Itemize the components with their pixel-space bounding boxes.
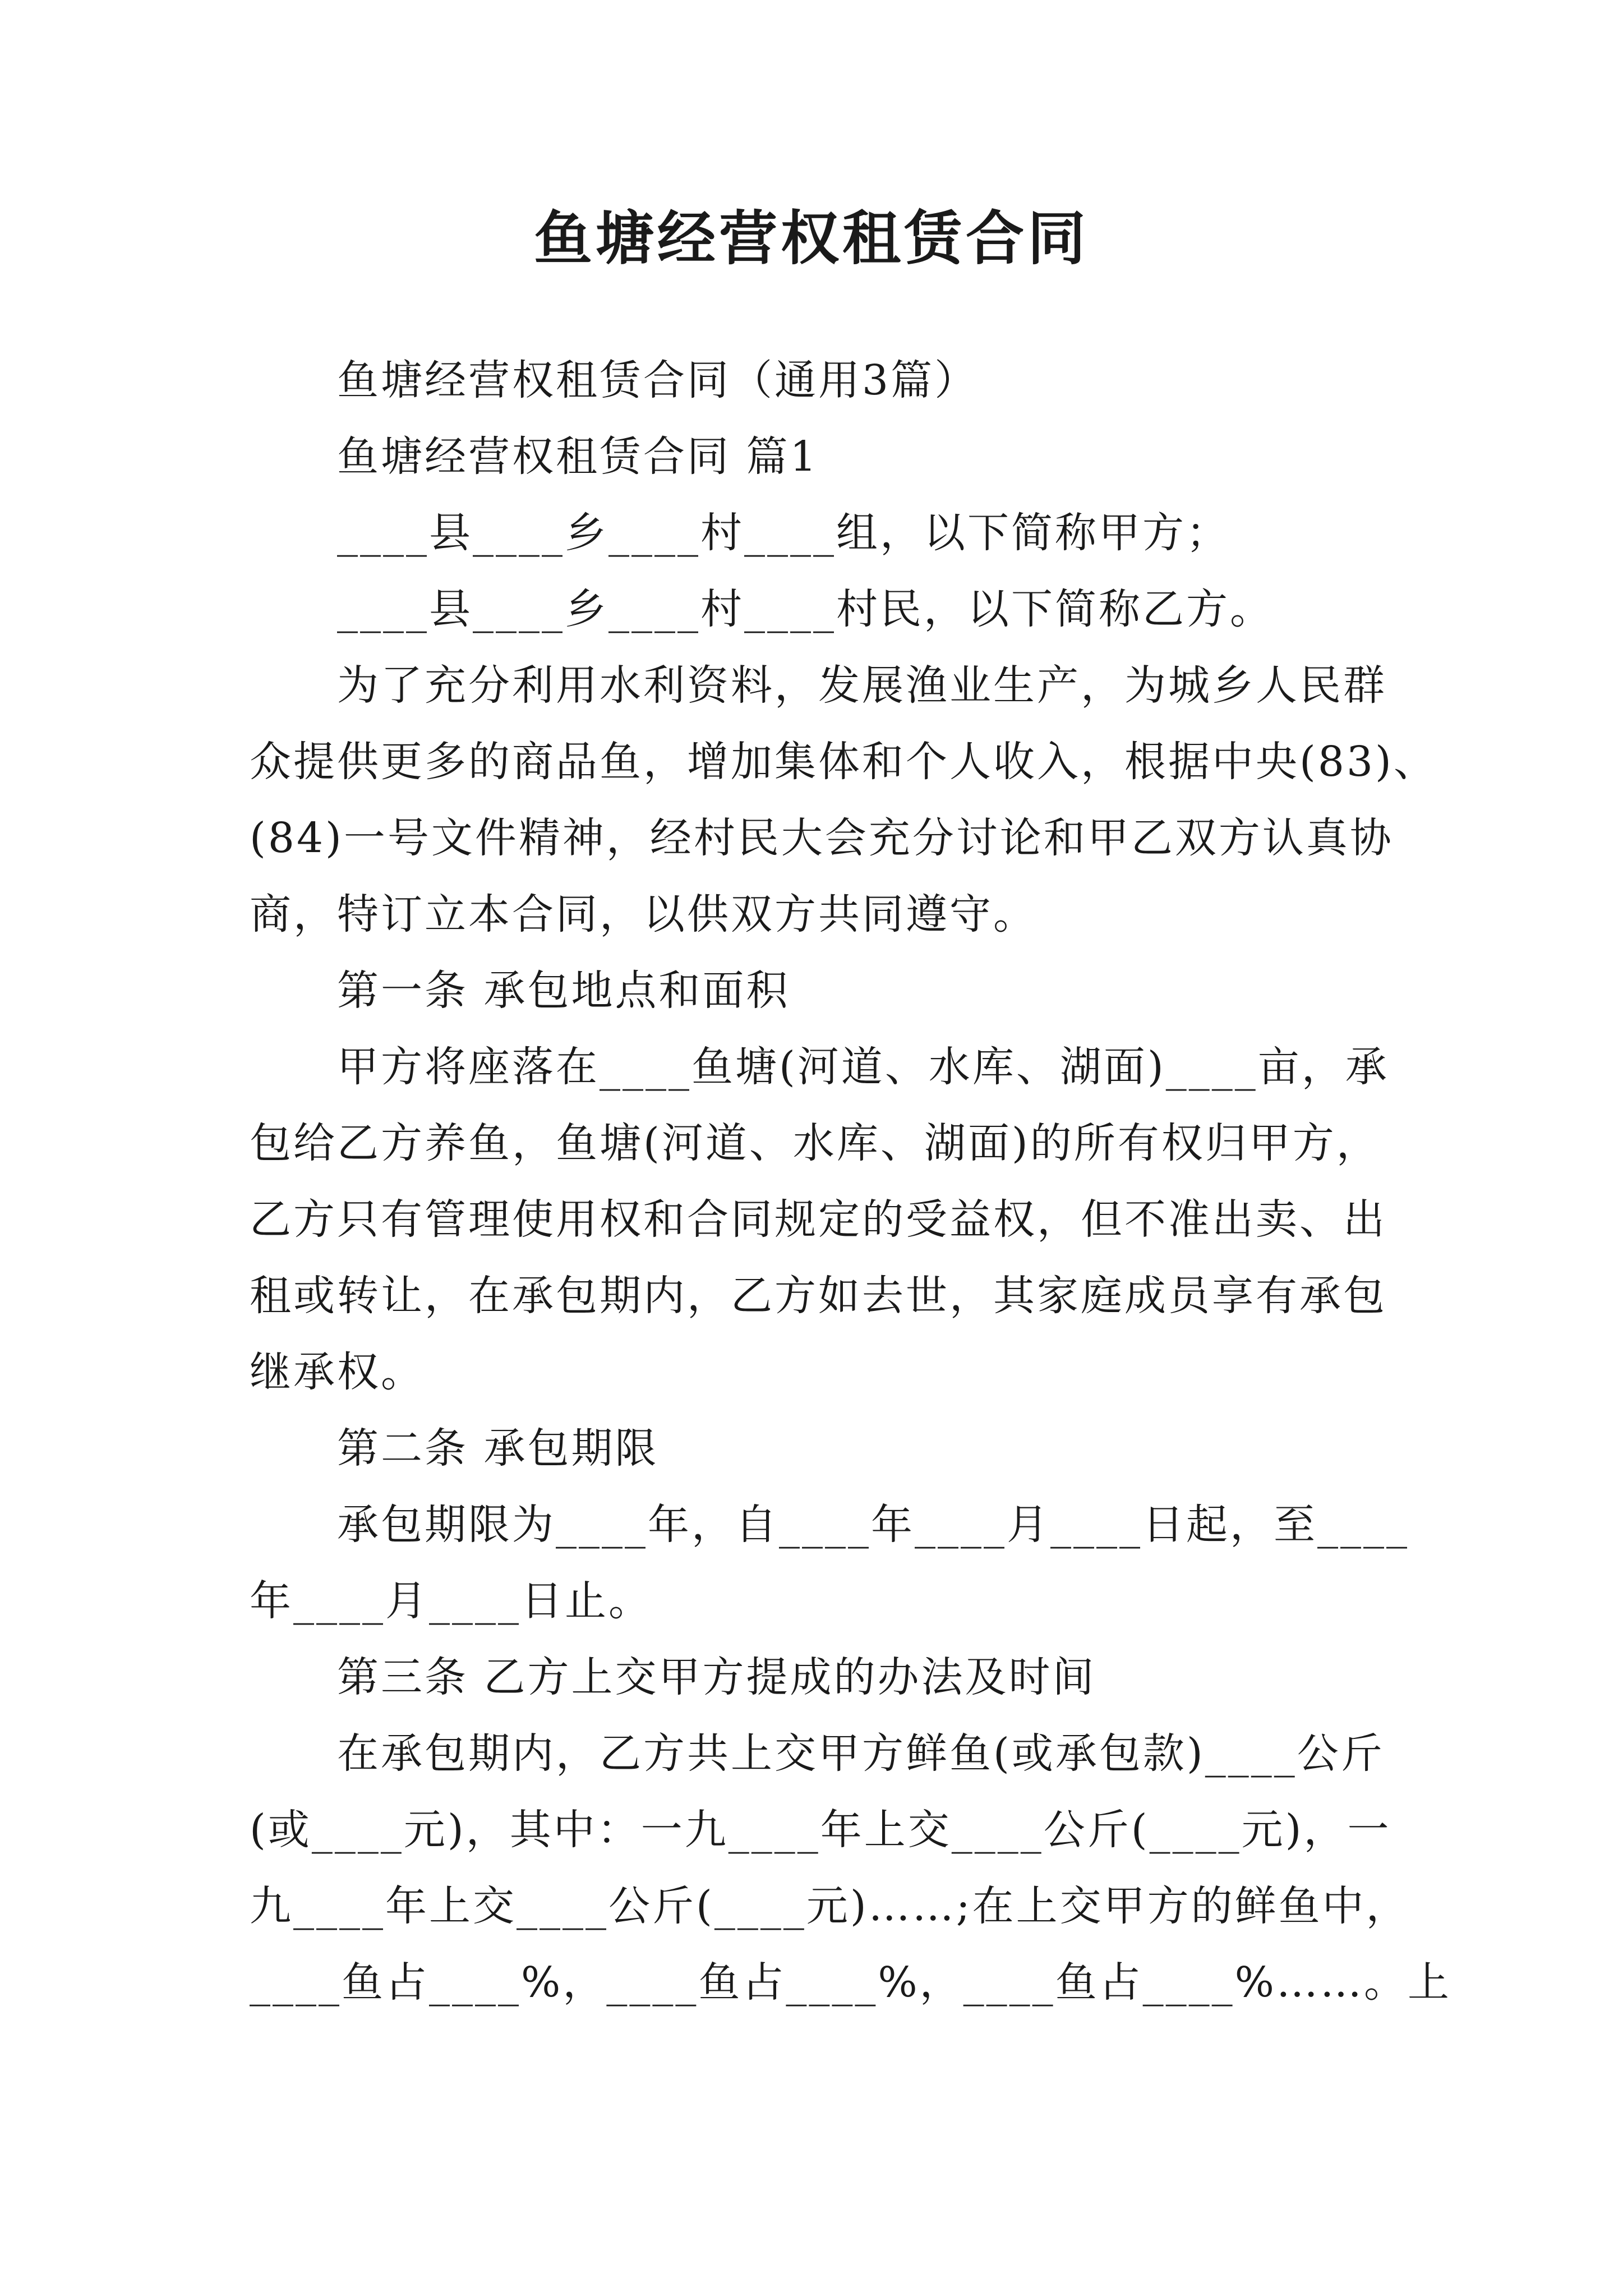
- body-line: (84)一号文件精神，经村民大会充分讨论和甲乙双方认真协: [250, 814, 1394, 862]
- document-title: 鱼塘经营权租赁合同: [533, 204, 1089, 273]
- article-heading: 第三条 乙方上交甲方提成的办法及时间: [337, 1653, 1096, 1701]
- body-line: 租或转让，在承包期内，乙方如去世，其家庭成员享有承包: [250, 1272, 1387, 1320]
- party-b-line: ____县____乡____村____村民，以下简称乙方。: [337, 585, 1274, 633]
- body-line: 年____月____日止。: [250, 1577, 652, 1625]
- body-line: 承包期限为____年，自____年____月____日起，至____: [337, 1501, 1409, 1549]
- body-line: 为了充分利用水利资料，发展渔业生产，为城乡人民群: [337, 661, 1387, 710]
- body-line: 商，特订立本合同，以供双方共同遵守。: [250, 890, 1037, 938]
- body-line: ____鱼占____%，____鱼占____%，____鱼占____%……。上: [250, 1958, 1451, 2007]
- body-line: 包给乙方养鱼，鱼塘(河道、水库、湖面)的所有权归甲方，: [250, 1119, 1380, 1167]
- body-line: 继承权。: [250, 1348, 425, 1396]
- body-line: 九____年上交____公斤(____元)……;在上交甲方的鲜鱼中，: [250, 1882, 1410, 1930]
- article-heading: 第二条 承包期限: [337, 1424, 659, 1473]
- section-heading: 鱼塘经营权租赁合同 篇1: [337, 432, 819, 481]
- body-line: 在承包期内，乙方共上交甲方鲜鱼(或承包款)____公斤: [337, 1729, 1385, 1778]
- body-line: 乙方只有管理使用权和合同规定的受益权，但不准出卖、出: [250, 1195, 1387, 1244]
- body-line: 甲方将座落在____鱼塘(河道、水库、湖面)____亩，承: [337, 1043, 1389, 1091]
- body-line: 众提供更多的商品鱼，增加集体和个人收入，根据中央(83)、: [250, 738, 1437, 786]
- article-heading: 第一条 承包地点和面积: [337, 967, 790, 1015]
- party-a-line: ____县____乡____村____组，以下简称甲方；: [337, 509, 1230, 557]
- body-line: (或____元)，其中：一九____年上交____公斤(____元)，一: [250, 1806, 1391, 1854]
- document-body: [250, 342, 1451, 2021]
- subtitle-line: 鱼塘经营权租赁合同（通用3篇）: [337, 356, 979, 404]
